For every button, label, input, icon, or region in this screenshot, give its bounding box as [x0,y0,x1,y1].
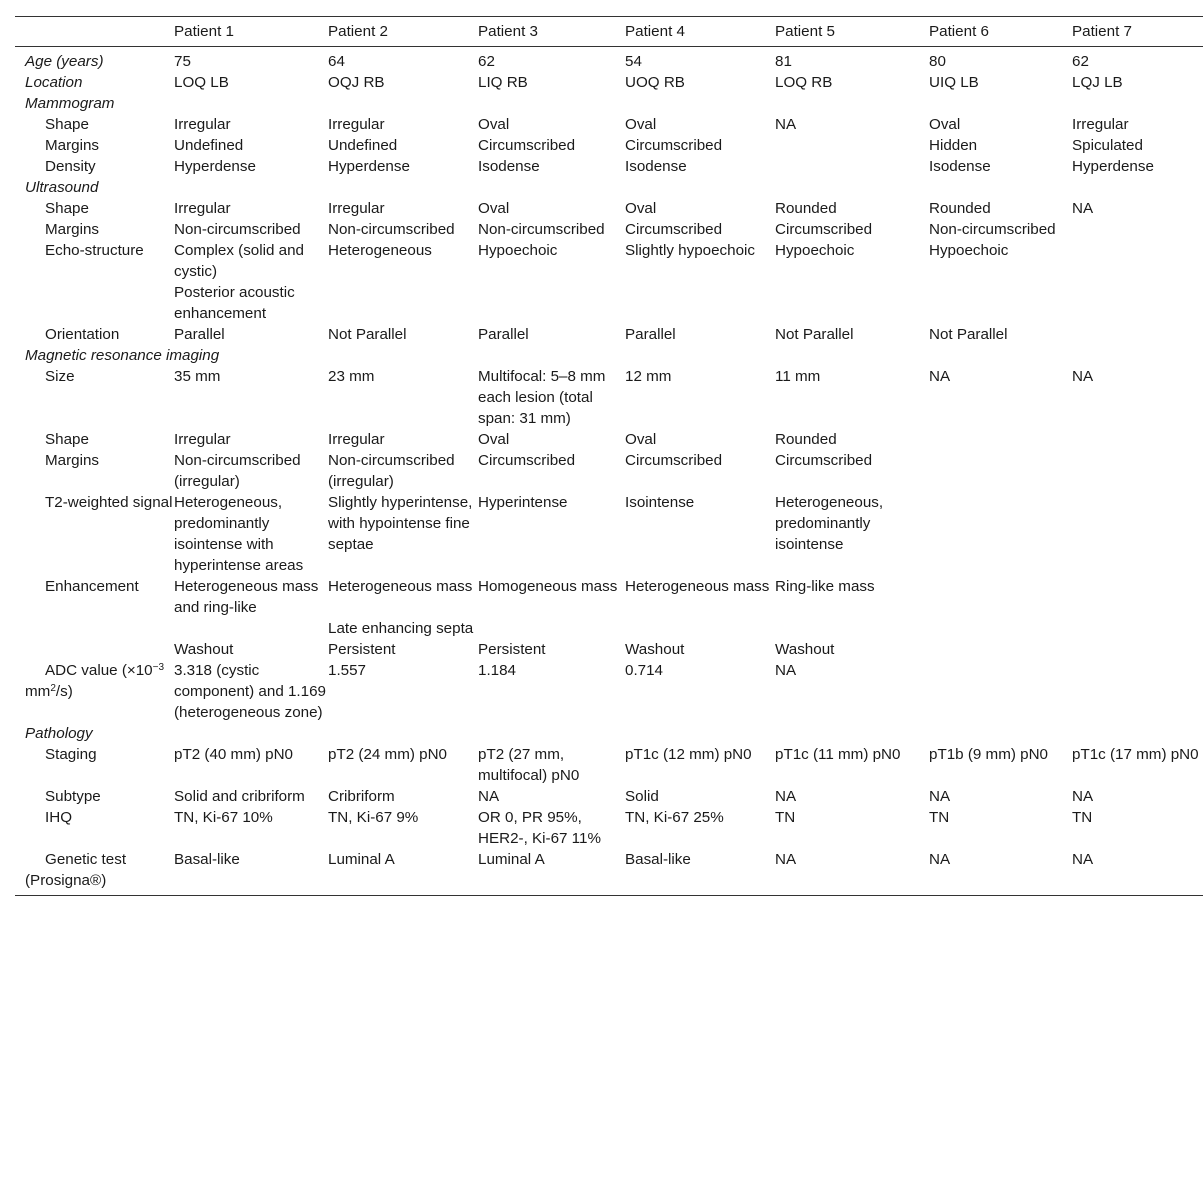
table-cell-patient-3: Oval [478,200,510,217]
table-cell-patient-4: Circumscribed [625,137,723,154]
table-cell-patient-5 [775,135,929,156]
table-cell-patient-1: Solid and cribriform [174,788,305,805]
table-cell-patient-4: Circumscribed [625,221,723,238]
table-cell-patient-4: UOQ RB [625,74,685,91]
table-cell-patient-1: LOQ LB [174,74,229,91]
table-cell-patient-6: 80 [929,53,946,70]
table-cell-patient-7 [1072,324,1203,345]
table-cell-patient-4: Basal-like [625,851,691,868]
table-cell-patient-1: TN, Ki-67 10% [174,809,273,826]
row-label [15,639,174,660]
table-cell-patient-3: Oval [478,116,510,133]
row-label [15,618,174,639]
table-cell-patient-3: Hyperintense [478,494,568,511]
table-cell-patient-5: Washout [775,641,835,658]
table-cell-patient-1: Complex (solid and cystic) [174,242,304,280]
table-cell-patient-2: 64 [328,53,345,70]
table-row [15,492,1203,576]
table-cell-patient-7: LQJ LB [1072,74,1123,91]
row-label [15,156,174,177]
table-cell-patient-3: 1.184 [478,662,517,679]
row-label [15,429,174,450]
table-cell-patient-4: pT1c (12 mm) pN0 [625,746,752,763]
table-cell-patient-5 [775,156,929,177]
section-heading: Ultrasound [25,179,99,196]
table-cell-patient-5: NA [775,116,797,133]
table-cell-patient-3: pT2 (27 mm, multifocal) pN0 [478,746,580,784]
table-cell-patient-1: Hyperdense [174,158,256,175]
row-label: Age (years) [25,53,104,70]
table-row [15,345,1203,366]
row-label-text: Staging [45,746,97,763]
table-cell-patient-3: LIQ RB [478,74,528,91]
table-cell-patient-7 [1072,282,1203,324]
row-label [15,198,174,219]
table-cell-patient-5 [775,618,929,639]
table-cell-patient-1: Non-circumscribed [174,221,301,238]
row-label-part: mm [25,683,51,700]
header-cell-patient-5: Patient 5 [775,23,835,40]
table-cell-patient-2: Hyperdense [328,158,410,175]
table-cell-patient-4: 54 [625,53,642,70]
table-cell-patient-6 [929,618,1072,639]
table-cell-patient-5: pT1c (11 mm) pN0 [775,746,901,763]
table-cell-patient-1: Irregular [174,200,231,217]
table-row [15,786,1203,807]
row-label-text: Size [45,368,75,385]
table-cell-patient-5: Circumscribed [775,452,873,469]
table-cell-patient-6 [929,660,1072,723]
row-label-text: Orientation [45,326,120,343]
table-row [15,114,1203,135]
table-cell-patient-7: Hyperdense [1072,158,1154,175]
table-cell-patient-5: NA [775,851,797,868]
table-cell-patient-6: NA [929,788,951,805]
table-cell-patient-7: pT1c (17 mm) pN0 [1072,746,1199,763]
row-label [15,366,174,429]
table-cell-patient-6 [929,576,1072,618]
table-cell-patient-2: Cribriform [328,788,395,805]
table-cell-patient-7 [1072,492,1203,576]
table-cell-patient-3 [478,282,625,324]
table-cell-patient-3: Circumscribed [478,452,576,469]
table-cell-patient-7 [1072,660,1203,723]
table-row [15,93,1203,114]
table-cell-patient-1: Parallel [174,326,225,343]
table-cell-patient-2: Irregular [328,431,385,448]
table-cell-patient-4: Parallel [625,326,676,343]
row-label-text: IHQ [45,809,73,826]
table-cell-patient-5: Not Parallel [775,326,854,343]
table-cell-patient-6: Hidden [929,137,978,154]
table-cell-patient-4: Oval [625,200,657,217]
table-cell-patient-6: TN [929,809,950,826]
table-cell-patient-6 [929,492,1072,576]
row-label [15,786,174,807]
table-row [15,156,1203,177]
table-cell-patient-6: NA [929,851,951,868]
patient-characteristics-table [15,16,1203,896]
row-label-text: Margins [45,137,100,154]
row-label [15,807,174,849]
table-cell-patient-3: Luminal A [478,851,545,868]
table-cell-patient-5 [775,282,929,324]
table-cell-patient-1: 75 [174,53,191,70]
row-label-text: T2-weighted signal [45,494,173,511]
header-cell-empty [15,17,174,47]
table-cell-patient-3: 62 [478,53,495,70]
table-cell-patient-1: pT2 (40 mm) pN0 [174,746,294,763]
table-row [15,282,1203,324]
table-cell-patient-3: Non-circumscribed [478,221,605,238]
table-cell-patient-4: Solid [625,788,659,805]
table-cell-patient-2: Not Parallel [328,326,407,343]
table-cell-patient-5: Rounded [775,431,837,448]
header-cell-patient-6: Patient 6 [929,23,989,40]
section-heading: Mammogram [25,95,115,112]
section-heading: Pathology [25,725,93,742]
table-body [15,47,1203,896]
table-cell-patient-1: Irregular [174,116,231,133]
table-cell-patient-7 [1072,219,1203,240]
table-cell-patient-4: Washout [625,641,685,658]
table-cell-patient-6: pT1b (9 mm) pN0 [929,746,1049,763]
table-cell-patient-3: NA [478,788,500,805]
row-label-text: Margins [45,221,100,238]
header-cell-patient-4: Patient 4 [625,23,685,40]
header-row [15,17,1203,47]
table-row [15,135,1203,156]
row-label [15,282,174,324]
row-label [15,744,174,786]
table-cell-patient-3: Parallel [478,326,529,343]
table-cell-patient-7 [1072,450,1203,492]
row-label-text: Density [45,158,96,175]
table-cell-patient-4: TN, Ki-67 25% [625,809,724,826]
table-cell-patient-7: 62 [1072,53,1089,70]
row-label-text: Enhancement [45,578,139,595]
table-cell-patient-5: NA [775,788,797,805]
table-cell-patient-1: Non-circumscribed (irregular) [174,452,301,490]
table-row [15,324,1203,345]
table-row [15,576,1203,618]
row-label-text: ADC value (×10 [45,662,153,679]
table-row [15,723,1203,744]
row-label-text: Shape [45,116,89,133]
table-cell-patient-1: Undefined [174,137,244,154]
row-label [15,660,174,723]
header-cell-patient-3: Patient 3 [478,23,538,40]
header-cell-patient-1: Patient 1 [174,23,234,40]
table-cell-patient-3: Isodense [478,158,540,175]
table-cell-patient-2: 1.557 [328,662,367,679]
table-cell-patient-3: Oval [478,431,510,448]
table-cell-patient-4: Oval [625,116,657,133]
table-cell-patient-6 [929,429,1072,450]
table-cell-patient-7 [1072,618,1203,639]
table-cell-patient-6: Isodense [929,158,991,175]
row-label [15,135,174,156]
table-cell-patient-7 [1072,639,1203,660]
row-label-text: Subtype [45,788,101,805]
table-cell-patient-6 [929,450,1072,492]
row-label [15,450,174,492]
table-cell-patient-7 [1072,576,1203,618]
table-cell-patient-5: Rounded [775,200,837,217]
table-row [15,660,1203,723]
table-cell-patient-4: Circumscribed [625,452,723,469]
table-cell-patient-6: Oval [929,116,961,133]
table-cell-patient-6: Non-circumscribed [929,221,1056,238]
table-cell-patient-5: LOQ RB [775,74,833,91]
table-cell-patient-1: 3.318 (cystic component) and 1.169 (heterogeneous zone) [174,662,326,721]
table-cell-patient-6: NA [929,368,951,385]
table-cell-patient-7 [1072,240,1203,282]
table-cell-patient-2: Persistent [328,641,396,658]
table-cell-patient-5: Circumscribed [775,221,873,238]
table-cell-patient-5: 81 [775,53,792,70]
table-cell-patient-7: NA [1072,368,1094,385]
table-cell-patient-2: Undefined [328,137,398,154]
table-cell-patient-4: Isointense [625,494,695,511]
row-label [15,324,174,345]
table-cell-patient-1: Posterior acoustic enhancement [174,284,295,322]
table-row [15,72,1203,93]
header-cell-patient-2: Patient 2 [328,23,388,40]
row-label-text: Genetic test (Prosigna®) [25,851,127,889]
table-cell-patient-4: 12 mm [625,368,672,385]
table-cell-patient-7: Spiculated [1072,137,1143,154]
table-row [15,240,1203,282]
table-row [15,219,1203,240]
table-cell-patient-2: TN, Ki-67 9% [328,809,419,826]
table-cell-patient-5: TN [775,809,796,826]
table-row [15,450,1203,492]
table-cell-patient-3: OR 0, PR 95%, HER2-, Ki-67 11% [478,809,601,847]
table-cell-patient-2: Slightly hyperintense, with hypointense fine septae [328,494,473,553]
row-label [15,576,174,618]
row-label-text: Shape [45,431,89,448]
header-cell-patient-7: Patient 7 [1072,23,1132,40]
table-cell-patient-5: Hypoechoic [775,242,855,259]
row-label [15,492,174,576]
table-cell-patient-6 [929,639,1072,660]
table-cell-patient-7: NA [1072,200,1094,217]
table-cell-patient-6: Rounded [929,200,991,217]
table-row [15,177,1203,198]
table-cell-patient-1: Basal-like [174,851,240,868]
table-row [15,366,1203,429]
row-label [15,219,174,240]
table-cell-patient-4: Slightly hypoechoic [625,242,756,259]
table-cell-patient-6: Hypoechoic [929,242,1009,259]
table-cell-patient-2: Heterogeneous mass [328,578,473,595]
table-cell-patient-1: Heterogeneous, predominantly isointense with hyperintense areas [174,494,304,574]
table-cell-patient-7: NA [1072,788,1094,805]
row-label: Location [25,74,83,91]
table-row [15,429,1203,450]
table-cell-patient-1: 35 mm [174,368,221,385]
table-cell-patient-3: Multifocal: 5–8 mm each lesion (total span: 31 mm) [478,368,606,427]
table-cell-patient-3: Homogeneous mass [478,578,618,595]
row-label [15,849,174,896]
table-cell-patient-2: Late enhancing septa [328,620,474,637]
table-cell-patient-4 [625,618,775,639]
table-cell-patient-7 [1072,429,1203,450]
row-label-text: Margins [45,452,100,469]
table-cell-patient-6: UIQ LB [929,74,979,91]
row-label-text: Echo-structure [45,242,144,259]
table-cell-patient-2: OQJ RB [328,74,385,91]
table-cell-patient-4: Oval [625,431,657,448]
row-label-part: /s) [55,683,73,700]
row-label-part: 2 [50,683,56,694]
table-row [15,198,1203,219]
table-cell-patient-1: Heterogeneous mass and ring-like [174,578,319,616]
table-row [15,744,1203,786]
table-cell-patient-2: Non-circumscribed (irregular) [328,452,455,490]
table-cell-patient-5: Ring-like mass [775,578,875,595]
table-cell-patient-2: Non-circumscribed [328,221,455,238]
table-cell-patient-7: NA [1072,851,1094,868]
table-cell-patient-2: pT2 (24 mm) pN0 [328,746,448,763]
table-cell-patient-2: Irregular [328,200,385,217]
table-row [15,849,1203,896]
table-cell-patient-3: Circumscribed [478,137,576,154]
table-cell-patient-3: Persistent [478,641,546,658]
row-label-text: Shape [45,200,89,217]
table-row [15,618,1203,639]
table-cell-patient-3: Hypoechoic [478,242,558,259]
table-row [15,47,1203,73]
table-cell-patient-4 [625,282,775,324]
table-row [15,639,1203,660]
table-row [15,807,1203,849]
table-cell-patient-4: Heterogeneous mass [625,578,770,595]
table-cell-patient-1: Irregular [174,431,231,448]
table-cell-patient-6 [929,282,1072,324]
section-heading: Magnetic resonance imaging [25,347,220,364]
table-cell-patient-2: Heterogeneous [328,242,432,259]
table-cell-patient-1 [174,618,328,639]
table-cell-patient-5: NA [775,662,797,679]
table-cell-patient-2 [328,282,478,324]
table-cell-patient-4: 0.714 [625,662,664,679]
table-cell-patient-5: 11 mm [775,368,821,385]
table-cell-patient-4: Isodense [625,158,687,175]
table-cell-patient-2: Luminal A [328,851,395,868]
table-cell-patient-2: Irregular [328,116,385,133]
table-header [15,17,1203,47]
row-label-part: −3 [152,662,165,673]
row-label [15,114,174,135]
table-cell-patient-7: TN [1072,809,1093,826]
table-cell-patient-7: Irregular [1072,116,1129,133]
row-label [15,240,174,282]
table-cell-patient-5: Heterogeneous, predominantly isointense [775,494,884,553]
table-cell-patient-1: Washout [174,641,234,658]
table-cell-patient-3 [478,618,625,639]
table-cell-patient-2: 23 mm [328,368,375,385]
table-cell-patient-6: Not Parallel [929,326,1008,343]
